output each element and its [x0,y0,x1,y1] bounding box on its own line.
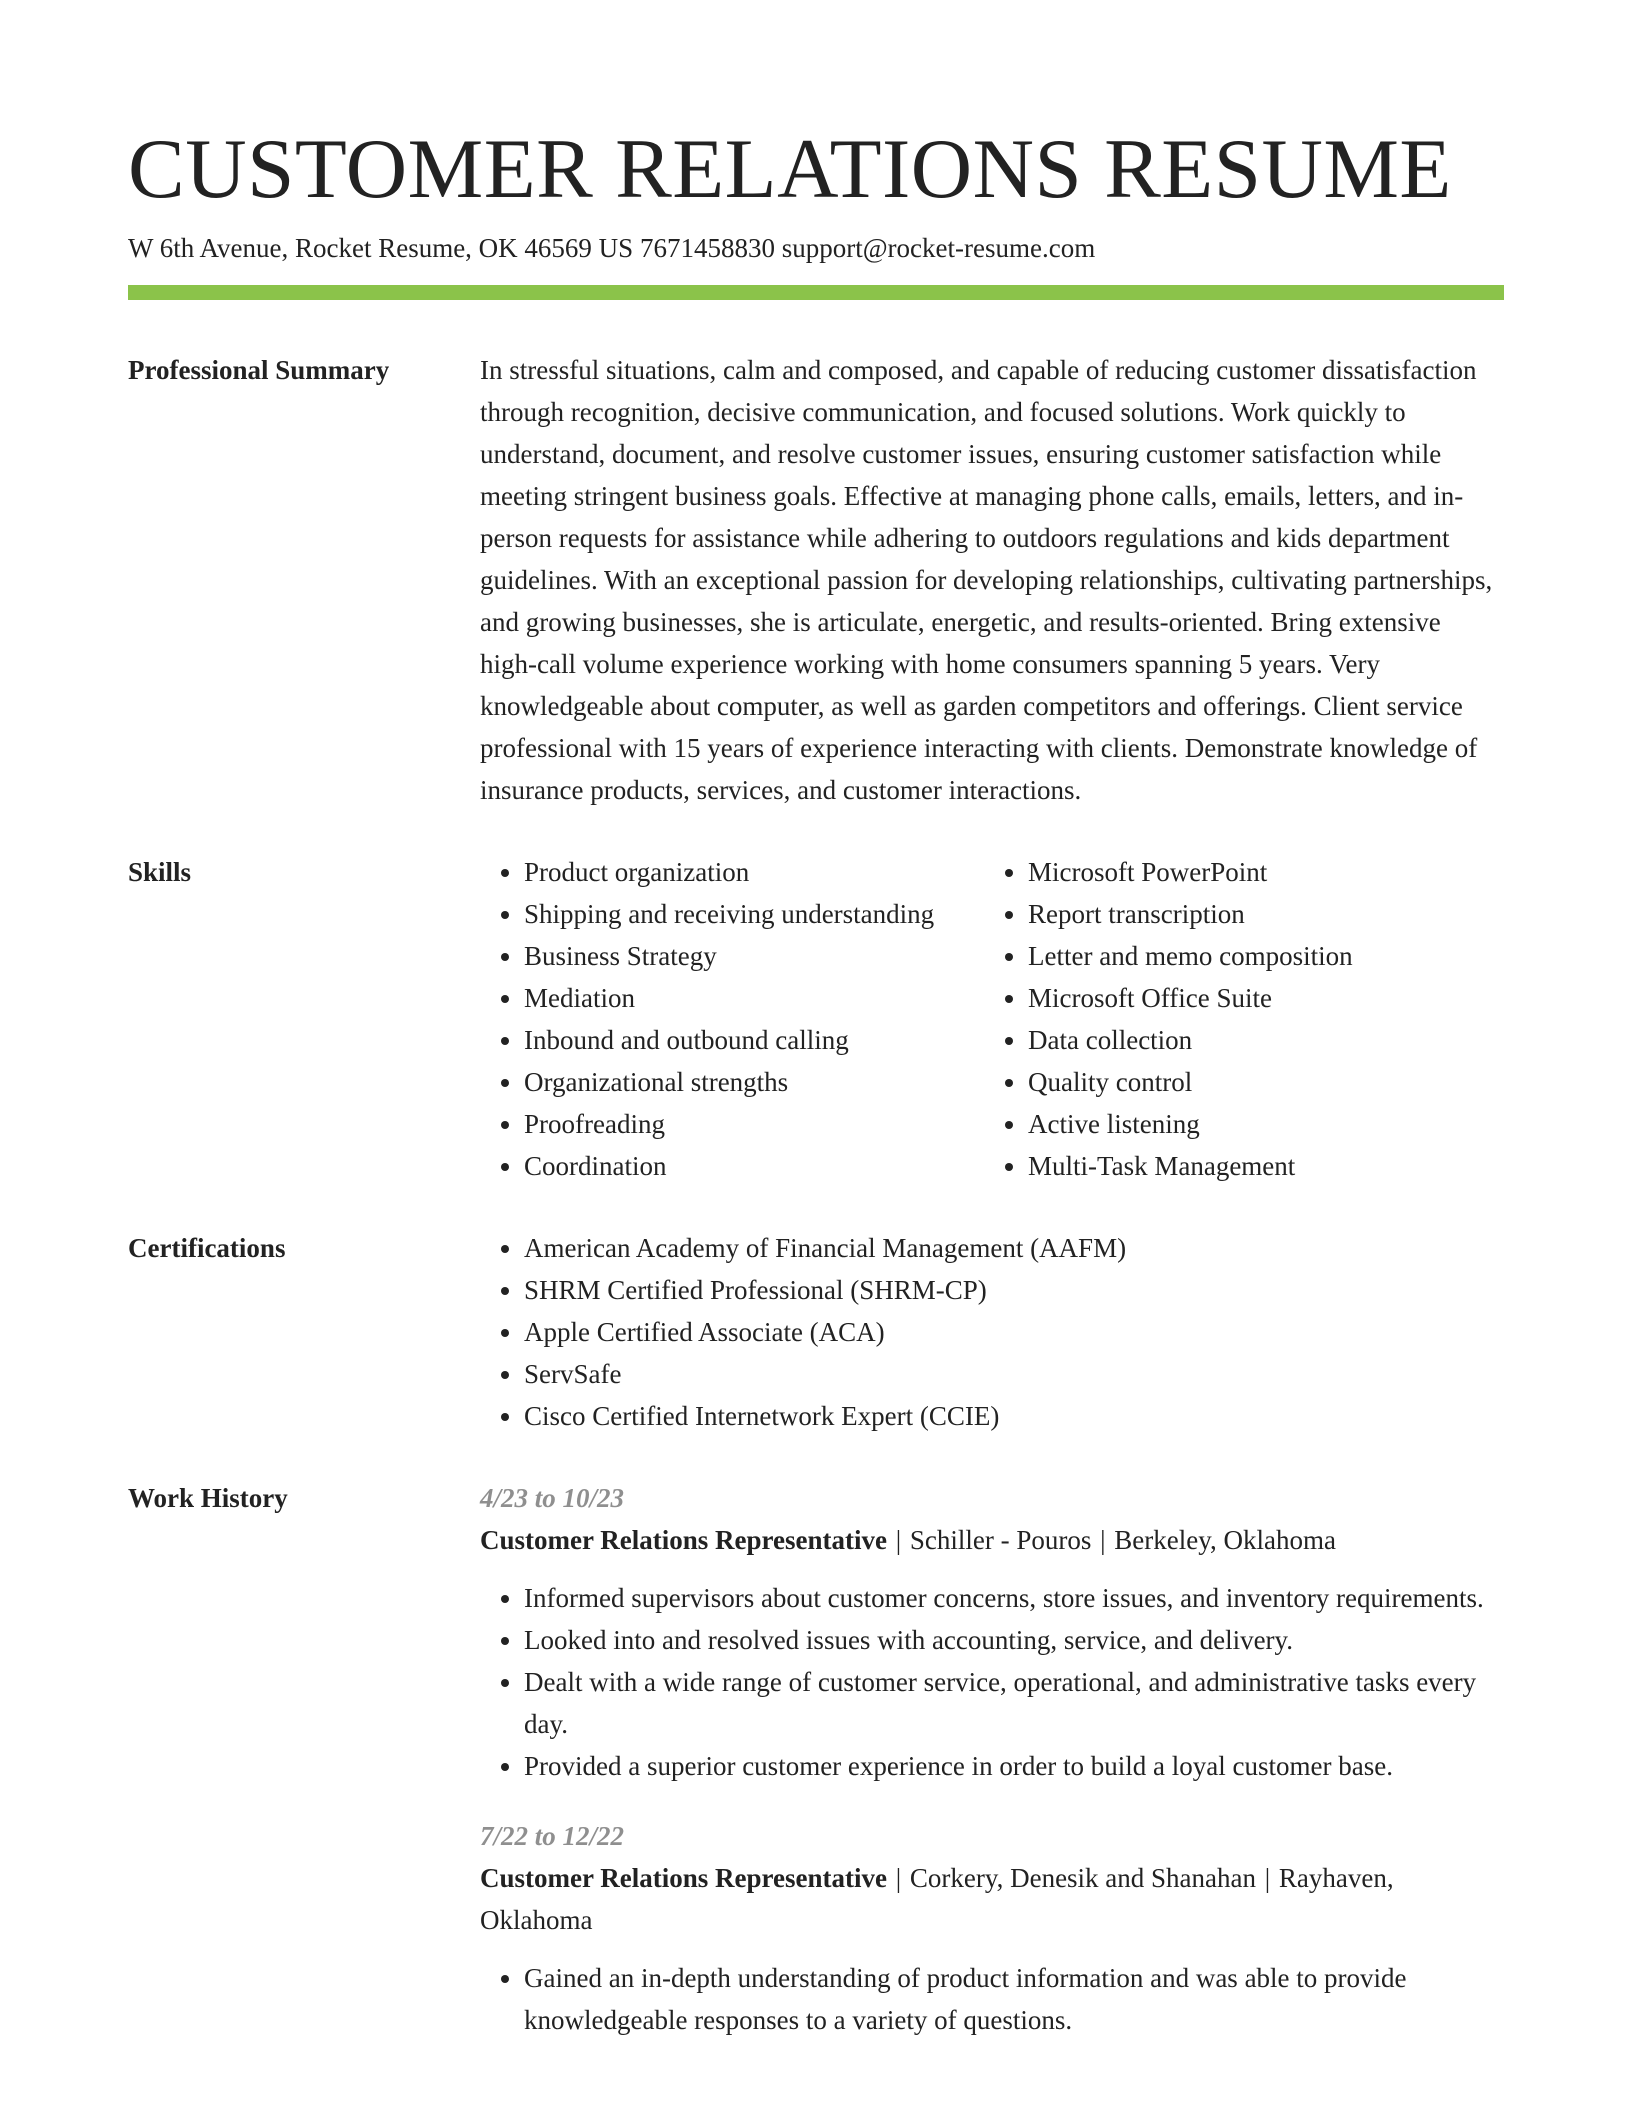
job-duty-item: • Gained an in-depth understanding of product information and was able to provide knowledgeable responses to a variety of questions. [524,1957,1504,2041]
skill-item: • Report transcription [1028,893,1488,935]
skill-item: • Quality control [1028,1061,1488,1103]
resume-title: CUSTOMER RELATIONS RESUME [128,122,1452,216]
job-dates: 7/22 to 12/22 [480,1821,625,1851]
skills-section [128,851,1504,1187]
job-entry [480,1477,1504,1787]
certifications-body [480,1227,1504,1437]
job-duties-list [480,1957,1504,2041]
certifications-section [128,1227,1504,1437]
resume-page [128,120,1504,2041]
work-history-body [480,1477,1504,2041]
summary-text: In stressful situations, calm and composed, and capable of reducing customer dissatisfaction through recognition, decisive communication, and focused solutions. Work quickly to understand, document, and resolve customer issues, ensuring customer satisfaction while meeting stringent business goals. Effective at managing phone calls, emails, letters, and in-person requests for assistance while adhering to outdoors regulations and kids department guidelines. With an exceptional passion for developing relationships, cultivating partnerships, and growing businesses, she is articulate, energetic, and results-oriented. Bring extensive high-call volume experience working with home consumers spanning 5 years. Very knowledgeable about computer, as well as garden competitors and offerings. Client service professional with 15 years of experience interacting with clients. Demonstrate knowledge of insurance products, services, and customer interactions. [480,355,1493,805]
skills-body [480,851,1504,1187]
job-header [480,1519,1504,1561]
certification-item: • SHRM Certified Professional (SHRM-CP) [524,1269,1504,1311]
summary-body [480,349,1504,811]
job-header [480,1857,1504,1941]
job-entry [480,1815,1504,2041]
skill-item: • Data collection [1028,1019,1488,1061]
skill-item: • Proofreading [524,1103,984,1145]
job-company: Schiller - Pouros [909,1525,1092,1555]
contact-line: W 6th Avenue, Rocket Resume, OK 46569 US 7671458830 support@rocket-resume.com [128,233,1096,263]
job-role: Customer Relations Representative [480,1863,887,1893]
certifications-list [480,1227,1504,1437]
accent-divider [128,285,1504,300]
separator: | [895,1863,902,1893]
job-role: Customer Relations Representative [480,1525,887,1555]
separator: | [1100,1525,1106,1555]
certifications-heading: Certifications [128,1233,286,1263]
skill-item: • Shipping and receiving understanding [524,893,984,935]
skill-item: • Letter and memo composition [1028,935,1488,977]
skill-item: • Microsoft PowerPoint [1028,851,1488,893]
certification-item: • American Academy of Financial Management (AAFM) [524,1227,1504,1269]
job-duty-item: • Looked into and resolved issues with accounting, service, and delivery. [524,1619,1504,1661]
separator: | [1264,1863,1271,1893]
skills-list-right [984,851,1488,1187]
separator: | [895,1525,902,1555]
job-location: Berkeley, Oklahoma [1114,1525,1336,1555]
work-history-heading: Work History [128,1483,288,1513]
certification-item: • Cisco Certified Internetwork Expert (CCIE) [524,1395,1504,1437]
job-duties-list [480,1577,1504,1787]
summary-section [128,349,1504,811]
skill-item: • Mediation [524,977,984,1019]
skills-list-left [480,851,984,1187]
skill-item: • Coordination [524,1145,984,1187]
job-duty-item: • Informed supervisors about customer concerns, store issues, and inventory requirements. [524,1577,1504,1619]
job-company: Corkery, Denesik and Shanahan [909,1863,1257,1893]
job-dates: 4/23 to 10/23 [480,1483,625,1513]
skill-item: • Microsoft Office Suite [1028,977,1488,1019]
job-duty-item: • Provided a superior customer experience in order to build a loyal customer base. [524,1745,1504,1787]
job-location: Rayhaven, Oklahoma [480,1863,1394,1935]
summary-heading: Professional Summary [128,355,390,385]
certification-item: • ServSafe [524,1353,1504,1395]
skill-item: • Organizational strengths [524,1061,984,1103]
skill-item: • Business Strategy [524,935,984,977]
work-history-section [128,1477,1504,2041]
skills-heading: Skills [128,857,192,887]
skill-item: • Inbound and outbound calling [524,1019,984,1061]
job-duty-item: • Dealt with a wide range of customer service, operational, and administrative tasks every day. [524,1661,1504,1745]
certification-item: • Apple Certified Associate (ACA) [524,1311,1504,1353]
skill-item: • Product organization [524,851,984,893]
skill-item: • Active listening [1028,1103,1488,1145]
skill-item: • Multi-Task Management [1028,1145,1488,1187]
